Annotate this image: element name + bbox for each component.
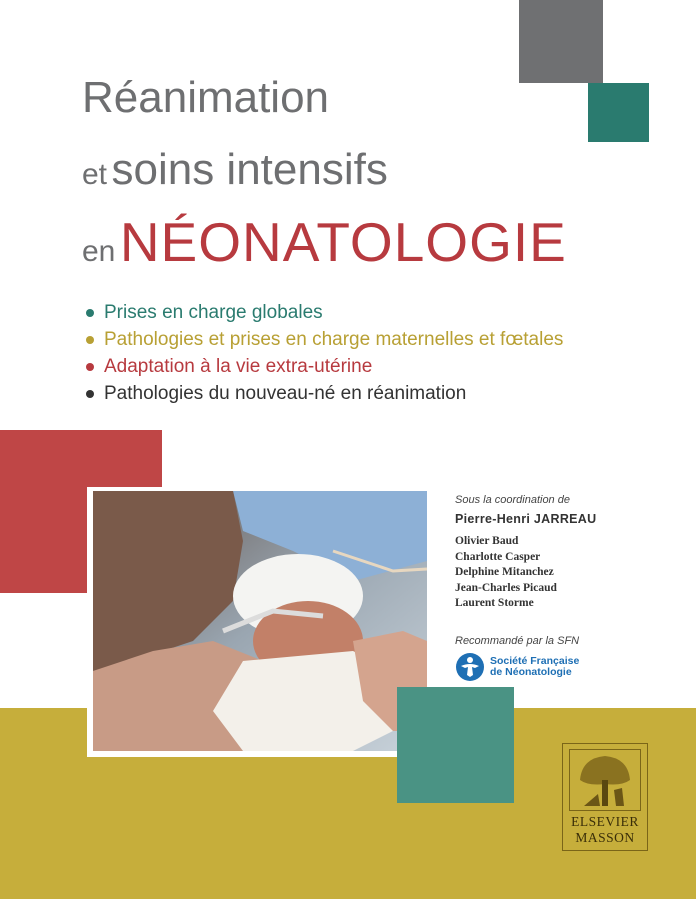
sfn-name-line-2: de Néonatologie xyxy=(490,665,572,678)
bullet-dot-icon xyxy=(86,336,94,344)
author-name: Delphine Mitanchez xyxy=(455,566,554,578)
bullet-dot-icon xyxy=(86,390,94,398)
author-name: Olivier Baud xyxy=(455,535,519,547)
title-line-2 xyxy=(82,143,388,207)
sfn-name xyxy=(490,656,579,678)
coordination-label: Sous la coordination de xyxy=(455,494,570,506)
publisher-logo xyxy=(562,743,648,851)
neonatal-care-photo-icon xyxy=(93,491,427,751)
topic-item xyxy=(86,326,563,353)
topics-list xyxy=(86,299,563,407)
title-neonatologie: NÉONATOLOGIE xyxy=(119,211,567,273)
title-line-2-prefix: et xyxy=(82,158,108,191)
publisher-name-masson: MASSON xyxy=(575,830,635,845)
coordinator-name: Pierre-Henri JARREAU xyxy=(455,512,597,526)
title-line-3 xyxy=(82,210,567,289)
title-line-2-main: soins intensifs xyxy=(111,145,388,194)
title-line-3-prefix: en xyxy=(82,235,116,268)
topic-text: Prises en charge globales xyxy=(104,302,323,323)
topic-text: Adaptation à la vie extra-utérine xyxy=(104,356,373,377)
credits-block xyxy=(455,493,665,682)
recommended-label: Recommandé par la SFN xyxy=(455,634,580,647)
author-name: Laurent Storme xyxy=(455,597,534,609)
topic-item xyxy=(86,299,563,326)
title-line-1: Réanimation xyxy=(82,73,330,122)
topic-text: Pathologies du nouveau-né en réanimation xyxy=(104,383,467,404)
teal-decorative-square-bottom xyxy=(397,687,514,803)
sfn-logo xyxy=(455,652,665,682)
sfn-emblem-icon xyxy=(455,652,485,682)
cover-photo xyxy=(93,491,427,751)
authors-list xyxy=(455,534,665,612)
elsevier-tree-icon xyxy=(569,749,641,811)
publisher-name-elsevier: ELSEVIER xyxy=(571,814,639,829)
sfn-name-line-1: Société Française xyxy=(490,654,580,667)
author-name: Jean-Charles Picaud xyxy=(455,581,557,594)
topic-item xyxy=(86,353,563,380)
grey-decorative-square xyxy=(519,0,603,83)
teal-decorative-square xyxy=(588,83,649,142)
bullet-dot-icon xyxy=(86,309,94,317)
bullet-dot-icon xyxy=(86,363,94,371)
topic-text: Pathologies et prises en charge maternelles et fœtales xyxy=(104,329,564,350)
topic-item xyxy=(86,380,563,407)
author-name: Charlotte Casper xyxy=(455,550,541,563)
